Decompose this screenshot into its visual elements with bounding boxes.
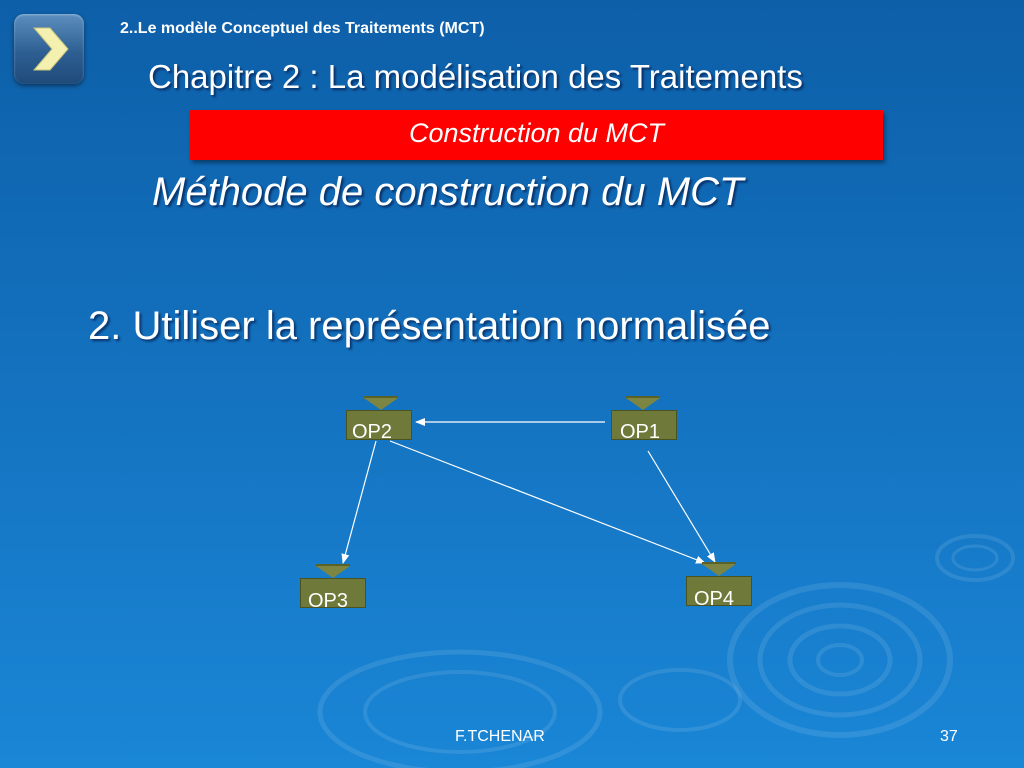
op1-label: OP1 <box>620 421 661 443</box>
arrow-op2-to-op3 <box>343 441 376 563</box>
op2-label: OP2 <box>352 421 393 443</box>
footer-page-number: 37 <box>940 728 958 745</box>
op1-hopper <box>626 398 660 410</box>
footer-author: F.TCHENAR <box>455 728 545 745</box>
breadcrumb: 2..Le modèle Conceptuel des Traitements (MCT) <box>120 20 485 37</box>
op4-hopper <box>702 564 736 576</box>
op4-label: OP4 <box>694 588 735 610</box>
method-title: Méthode de construction du MCT <box>152 170 744 214</box>
section-banner-label: Construction du MCT <box>408 118 665 148</box>
step-text: 2. Utiliser la représentation normalisée <box>88 304 771 348</box>
op2-hopper <box>364 398 398 410</box>
op3-label: OP3 <box>308 590 349 612</box>
chapter-title: Chapitre 2 : La modélisation des Traitements <box>148 58 803 95</box>
op3-hopper <box>316 566 350 578</box>
arrow-op2-to-op4 <box>390 441 705 563</box>
